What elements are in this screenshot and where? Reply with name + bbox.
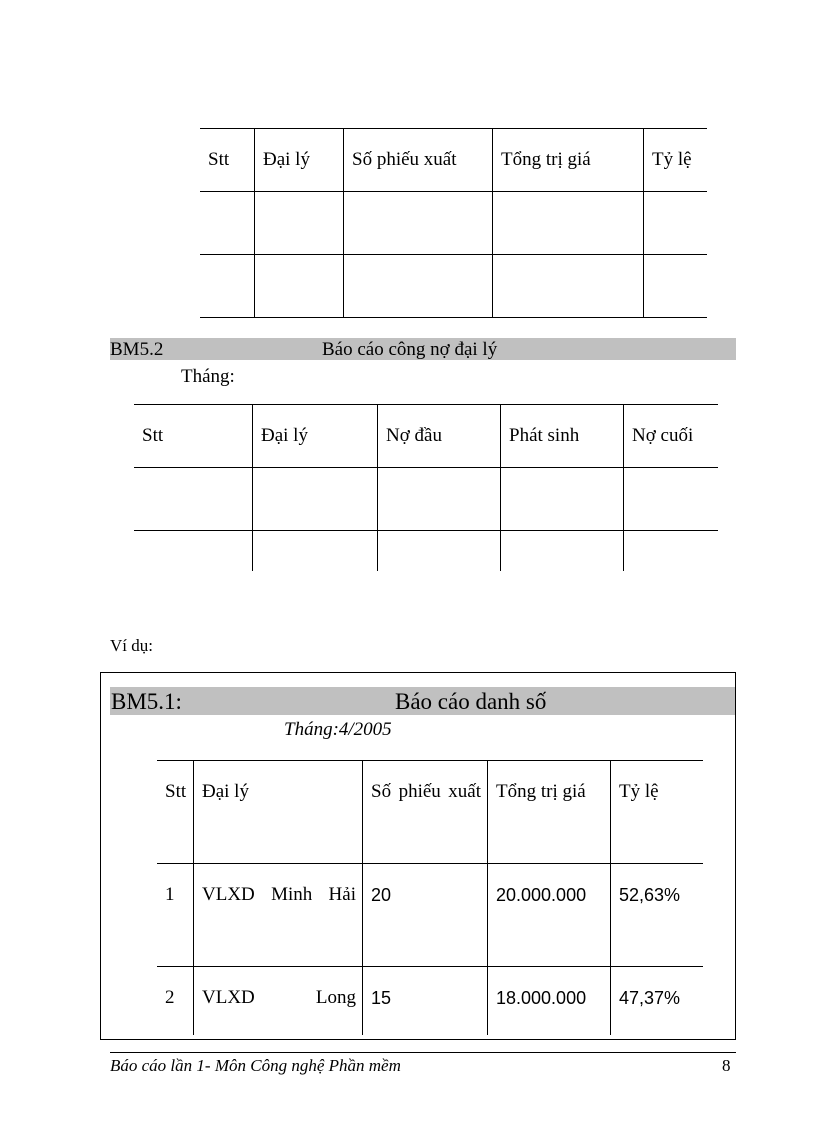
form-title: Báo cáo danh số xyxy=(395,689,547,714)
header-stt: Stt xyxy=(200,129,255,192)
sales-report-template-table xyxy=(200,128,707,318)
header-incurred: Phát sinh xyxy=(501,405,624,468)
cell-slips: 20 xyxy=(363,864,488,967)
cell-agent: VLXD Minh Hải xyxy=(194,864,363,967)
footer-divider xyxy=(110,1052,736,1053)
table-header-row xyxy=(157,761,703,864)
header-slips: Số phiếu xuất xyxy=(363,761,488,864)
table-row xyxy=(200,192,707,255)
table-header-row xyxy=(200,129,707,192)
table-row xyxy=(134,468,718,531)
example-label: Ví dụ: xyxy=(110,636,153,655)
table-row xyxy=(200,255,707,318)
page-number: 8 xyxy=(722,1056,731,1075)
header-agent: Đại lý xyxy=(255,129,344,192)
table-row xyxy=(134,531,718,572)
header-stt: Stt xyxy=(157,761,194,864)
header-slips: Số phiếu xuất xyxy=(344,129,493,192)
header-agent: Đại lý xyxy=(194,761,363,864)
cell-ratio: 47,37% xyxy=(611,967,704,1036)
cell-slips: 15 xyxy=(363,967,488,1036)
header-opening-debt: Nợ đầu xyxy=(378,405,501,468)
form-code: BM5.1: xyxy=(111,689,182,714)
bm51-heading-bar xyxy=(110,687,735,715)
header-agent: Đại lý xyxy=(253,405,378,468)
cell-ratio: 52,63% xyxy=(611,864,704,967)
cell-total: 20.000.000 xyxy=(488,864,611,967)
header-ratio: Tỷ lệ xyxy=(611,761,704,864)
header-closing-debt: Nợ cuối xyxy=(624,405,719,468)
example-box xyxy=(100,672,736,1040)
bm52-heading-bar xyxy=(110,338,736,360)
sales-report-example-table xyxy=(157,760,703,1035)
header-total: Tổng trị giá xyxy=(488,761,611,864)
table-row xyxy=(157,967,703,1036)
header-stt: Stt xyxy=(134,405,253,468)
cell-stt: 1 xyxy=(157,864,194,967)
form-code: BM5.2 xyxy=(110,339,164,360)
debt-report-template-table xyxy=(134,404,718,571)
header-ratio: Tỷ lệ xyxy=(644,129,708,192)
table-row xyxy=(157,864,703,967)
footer-text: Báo cáo lần 1- Môn Công nghệ Phần mềm xyxy=(110,1056,401,1075)
header-total: Tổng trị giá xyxy=(493,129,644,192)
cell-stt: 2 xyxy=(157,967,194,1036)
cell-total: 18.000.000 xyxy=(488,967,611,1036)
form-title: Báo cáo công nợ đại lý xyxy=(322,339,498,360)
cell-agent: VLXD Long xyxy=(194,967,363,1036)
month-label: Tháng: xyxy=(181,366,235,387)
table-header-row xyxy=(134,405,718,468)
month-value: Tháng:4/2005 xyxy=(284,719,392,740)
